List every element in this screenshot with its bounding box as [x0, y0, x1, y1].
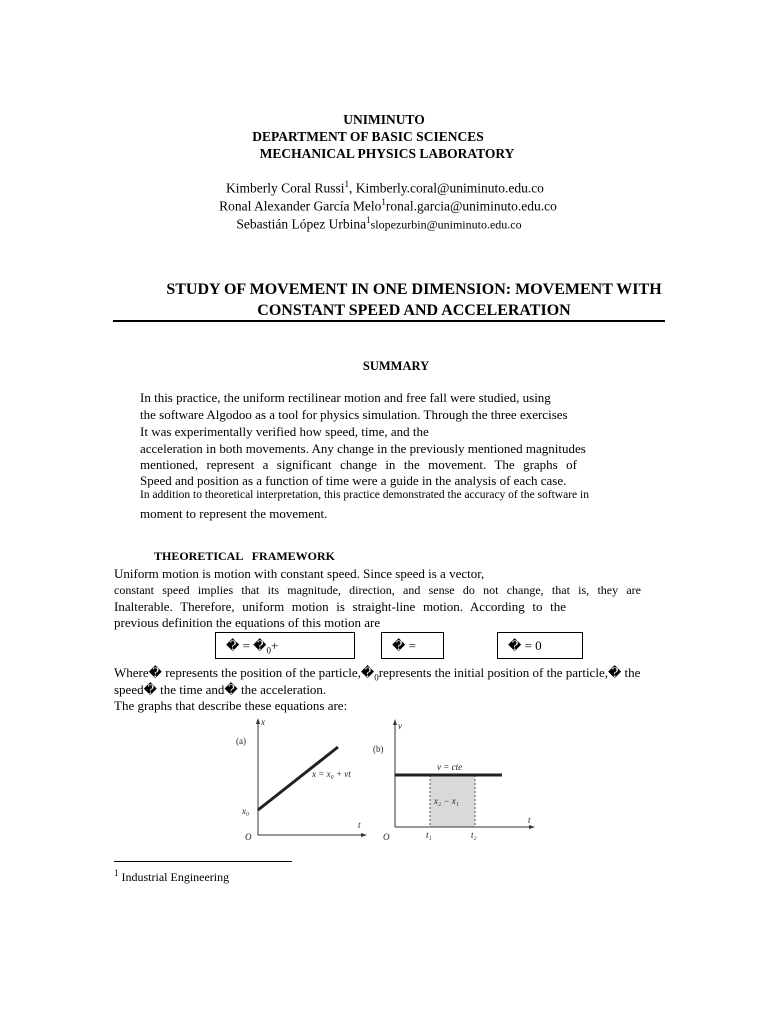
where-text: Where� represents the position of the particle,� — [114, 665, 375, 680]
origin-label: O — [383, 832, 390, 842]
equation-subscript: 0 — [266, 645, 271, 656]
author-line-2 — [4, 197, 768, 215]
where-subscript: 0 — [374, 672, 379, 683]
footnote-text: Industrial Engineering — [121, 870, 230, 884]
author-email[interactable]: slopezurbin@uniminuto.edu.co — [370, 217, 522, 232]
author-line-1 — [1, 179, 768, 197]
author-separator: , — [349, 180, 356, 196]
summary-line: In addition to theoretical interpretation, this practice demonstrated the accuracy of the software in — [140, 489, 589, 501]
author-email[interactable]: ronal.garcia@uniminuto.edu.co — [385, 198, 557, 214]
y-axis-label: x — [261, 717, 265, 727]
author-name: Sebastián López Urbina — [236, 216, 367, 232]
graphs-intro: The graphs that describe these equations are: — [114, 698, 348, 713]
summary-line: mentioned, represent a significant change in the movement. The graphs of — [140, 457, 577, 472]
x-axis-arrow — [361, 833, 367, 837]
author-name: Kimberly Coral Russi — [226, 180, 345, 196]
footnote-separator — [114, 861, 292, 862]
framework-line: Uniform motion is motion with constant speed. Since speed is a vector, — [114, 566, 485, 581]
figure-position-vs-time — [230, 715, 370, 845]
where-line-1 — [114, 665, 640, 683]
author-affiliation-mark: 1 — [366, 215, 371, 225]
equation-box-position — [215, 632, 355, 659]
institution-name: UNIMINUTO — [343, 112, 425, 127]
framework-line: previous definition the equations of this motion are — [114, 615, 381, 630]
laboratory-name: MECHANICAL PHYSICS LABORATORY — [259, 146, 515, 161]
where-text: represents the initial position of the particle,� the — [378, 665, 641, 680]
speed-line-label: v = cte — [437, 762, 463, 772]
author-affiliation-mark: 1 — [344, 179, 350, 189]
author-email[interactable]: Kimberly.coral@uniminuto.edu.co — [355, 180, 544, 196]
title-line-1: STUDY OF MOVEMENT IN ONE DIMENSION: MOVEMENT WITH — [166, 281, 662, 298]
footnote — [114, 868, 229, 885]
figure-speed-vs-time — [370, 715, 540, 845]
summary-line: It was experimentally verified how speed, time, and the — [140, 424, 429, 439]
panel-label: (b) — [373, 744, 384, 754]
equation-text: + — [271, 638, 279, 653]
area-label: x₂ − x₁ — [434, 796, 459, 806]
equation-box-speed: � = — [381, 632, 444, 659]
paper-title — [140, 279, 688, 321]
author-affiliation-mark: 1 — [381, 197, 386, 207]
origin-label: O — [245, 832, 252, 842]
y-axis-arrow — [256, 718, 260, 724]
summary-line: In this practice, the uniform rectilinear motion and free fall were studied, using — [140, 390, 551, 405]
title-line-2: CONSTANT SPEED AND ACCELERATION — [257, 302, 571, 319]
department-name: DEPARTMENT OF BASIC SCIENCES — [252, 129, 484, 144]
summary-line: Speed and position as a function of time were a guide in the analysis of each case. — [140, 473, 567, 488]
summary-heading: SUMMARY — [362, 359, 430, 373]
line-equation-label: x = x₀ + vt — [312, 769, 351, 779]
framework-line: Inalterable. Therefore, uniform motion is straight-line motion. According to the — [114, 599, 566, 614]
equation-text: � = � — [226, 638, 267, 653]
framework-line: constant speed implies that its magnitude, direction, and sense do not change, that is, they are — [114, 583, 641, 597]
title-underline — [113, 320, 665, 322]
y-axis-label: v — [398, 721, 402, 731]
where-line-2: speed� the time and� the acceleration. — [114, 682, 327, 697]
framework-heading — [154, 549, 335, 564]
summary-line: the software Algodoo as a tool for physics simulation. Through the three exercises — [140, 407, 568, 422]
author-line-3 — [0, 215, 763, 233]
intercept-label: x₀ — [242, 806, 250, 816]
t1-label: t₁ — [426, 830, 432, 840]
y-axis-arrow — [393, 719, 397, 725]
x-axis-label: t — [528, 815, 531, 825]
footnote-mark: 1 — [114, 868, 119, 878]
equation-box-acceleration: � = 0 — [497, 632, 583, 659]
summary-line: acceleration in both movements. Any change in the previously mentioned magnitudes — [140, 441, 586, 456]
author-name: Ronal Alexander García Melo — [219, 198, 382, 214]
x-axis-arrow — [529, 825, 535, 829]
panel-label: (a) — [236, 736, 246, 746]
t2-label: t₂ — [471, 830, 477, 840]
x-axis-label: t — [358, 820, 361, 830]
framework-heading-text: THEORETICAL FRAMEWORK — [154, 549, 336, 563]
summary-line: moment to represent the movement. — [140, 506, 328, 521]
